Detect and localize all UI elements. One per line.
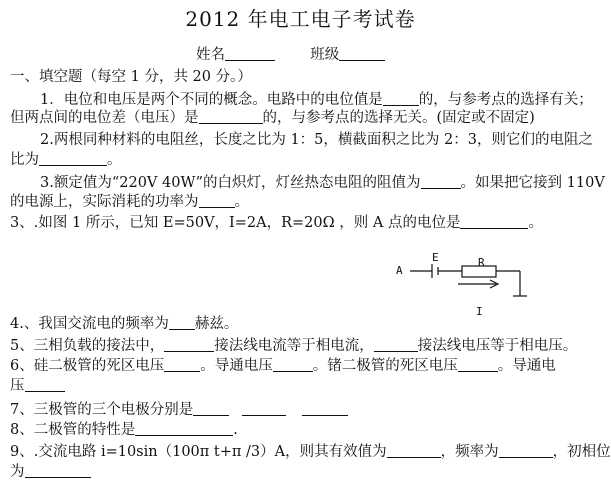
answer-blank	[499, 443, 553, 458]
question-8: 8、二极管的特性是 .	[10, 422, 238, 438]
page-title: 2012 年电工电子考试卷	[185, 7, 416, 31]
answer-blank	[164, 337, 214, 352]
answer-blank	[193, 401, 229, 416]
question-2-line-2: 比为 。	[10, 152, 122, 168]
answer-blank	[25, 377, 65, 392]
label-r: R	[478, 256, 485, 269]
answer-blank	[169, 315, 195, 330]
question-6-line-1: 6、硅二极管的死区电压 。导通电压 。锗二极管的死区电压 。导通电	[10, 358, 556, 374]
class-blank	[339, 46, 385, 61]
answer-blank	[383, 91, 419, 106]
question-7: 7、三极管的三个电极分别是	[10, 401, 348, 419]
name-label: 姓名	[196, 47, 225, 63]
circuit-diagram	[388, 246, 548, 316]
answer-blank	[302, 401, 348, 416]
label-i: I	[476, 305, 483, 318]
student-info-row	[196, 46, 385, 64]
answer-blank	[164, 357, 200, 372]
answer-blank	[135, 421, 233, 436]
question-3b: 3、.如图 1 所示，已知 E=50V，I=2A，R=20Ω ，则 A 点的电位是 。	[10, 215, 543, 231]
section-heading: 一、填空题（每空 1 分，共 20 分。）	[10, 69, 252, 85]
answer-blank	[273, 357, 313, 372]
question-3-line-2: 的电源上，实际消耗的功率为 。	[10, 194, 249, 210]
question-3-line-1: 3.额定值为“220V 40W”的白炽灯，灯丝热态电阻的阻值为 。如果把它接到 110V	[40, 175, 605, 191]
answer-blank	[199, 193, 235, 208]
question-9-line-1: 9、.交流电路 i=10sin（100π t+π /3）A，则其有效值为 ，频率为 ，初相位	[10, 444, 611, 460]
question-2-line-1: 2.两根同种材料的电阻丝，长度之比为 1：5，横截面积之比为 2：3，则它们的电阻之	[40, 132, 593, 148]
class-label: 班级	[310, 47, 340, 63]
answer-blank	[460, 214, 528, 229]
question-4: 4.、我国交流电的频率为 赫兹。	[10, 316, 239, 332]
question-5: 5、三相负载的接法中， 接法线电流等于相电流， 接法线电压等于相电压。	[10, 338, 578, 354]
answer-blank	[458, 357, 498, 372]
question-6-line-2: 压	[10, 377, 65, 395]
answer-blank	[199, 109, 263, 124]
label-e: E	[432, 251, 439, 264]
question-1-line-2: 但两点间的电位差（电压）是 的，与参考点的选择无关。(固定或不固定)	[10, 110, 535, 126]
answer-blank	[25, 463, 91, 478]
question-9-line-2: 为	[10, 463, 91, 481]
answer-blank	[387, 443, 441, 458]
answer-blank	[374, 337, 418, 352]
label-a: A	[396, 264, 403, 277]
name-blank	[225, 46, 275, 61]
answer-blank	[242, 401, 286, 416]
question-1-line-1: 1．电位和电压是两个不同的概念。电路中的电位值是 的，与参考点的选择有关；	[40, 92, 593, 108]
answer-blank	[39, 151, 107, 166]
answer-blank	[421, 174, 461, 189]
